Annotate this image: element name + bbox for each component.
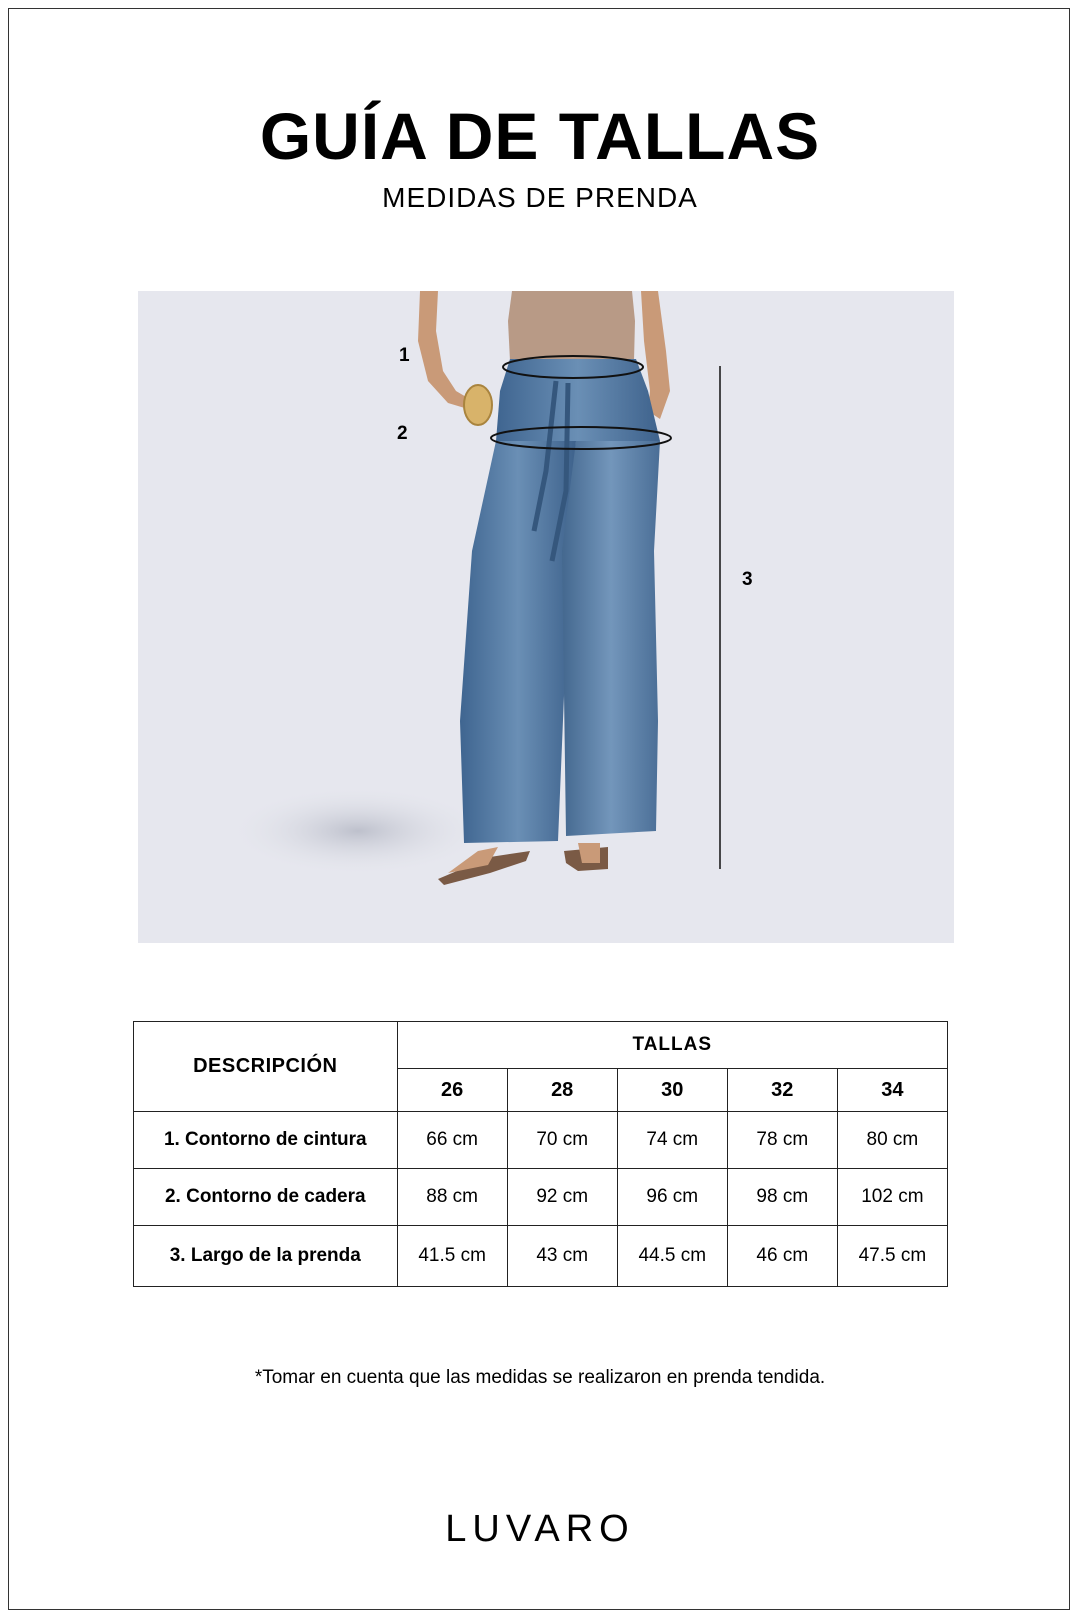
measure-label-3: 3 bbox=[742, 569, 753, 590]
row-label: 2. Contorno de cadera bbox=[134, 1169, 398, 1226]
brand-logo: LUVARO bbox=[445, 1508, 635, 1550]
table-row bbox=[134, 1226, 948, 1287]
table-row bbox=[134, 1112, 948, 1169]
table-cell: 70 cm bbox=[507, 1112, 617, 1169]
table-cell: 43 cm bbox=[507, 1226, 617, 1287]
table-cell: 41.5 cm bbox=[397, 1226, 507, 1287]
bracelet bbox=[464, 385, 492, 425]
table-cell: 96 cm bbox=[617, 1169, 727, 1226]
size-table bbox=[133, 1021, 948, 1287]
size-header: 34 bbox=[837, 1069, 947, 1112]
table-cell: 88 cm bbox=[397, 1169, 507, 1226]
table-cell: 46 cm bbox=[727, 1226, 837, 1287]
table-cell: 98 cm bbox=[727, 1169, 837, 1226]
measure-label-2: 2 bbox=[397, 423, 408, 444]
pants-left-leg bbox=[460, 441, 576, 843]
left-arm bbox=[418, 291, 473, 409]
pants-right-leg bbox=[562, 441, 660, 836]
size-header: 30 bbox=[617, 1069, 727, 1112]
table-row bbox=[134, 1169, 948, 1226]
floor-shadow bbox=[228, 786, 488, 876]
table-cell: 78 cm bbox=[727, 1112, 837, 1169]
table-cell: 66 cm bbox=[397, 1112, 507, 1169]
size-header: 32 bbox=[727, 1069, 837, 1112]
page-title: GUÍA DE TALLAS bbox=[259, 99, 821, 173]
table-cell: 102 cm bbox=[837, 1169, 947, 1226]
page-subtitle: MEDIDAS DE PRENDA bbox=[382, 182, 698, 213]
table-cell: 47.5 cm bbox=[837, 1226, 947, 1287]
table-cell: 92 cm bbox=[507, 1169, 617, 1226]
sizes-header: TALLAS bbox=[397, 1022, 947, 1069]
table-cell: 74 cm bbox=[617, 1112, 727, 1169]
table-cell: 44.5 cm bbox=[617, 1226, 727, 1287]
row-label: 1. Contorno de cintura bbox=[134, 1112, 398, 1169]
top-garment bbox=[508, 291, 635, 361]
table-cell: 80 cm bbox=[837, 1112, 947, 1169]
pants-illustration bbox=[138, 291, 954, 943]
description-header: DESCRIPCIÓN bbox=[134, 1022, 398, 1112]
row-label: 3. Largo de la prenda bbox=[134, 1226, 398, 1287]
product-photo bbox=[138, 291, 954, 943]
measure-label-1: 1 bbox=[399, 345, 410, 366]
footnote: *Tomar en cuenta que las medidas se realizaron en prenda tendida. bbox=[254, 1367, 826, 1388]
size-header: 28 bbox=[507, 1069, 617, 1112]
size-header: 26 bbox=[397, 1069, 507, 1112]
